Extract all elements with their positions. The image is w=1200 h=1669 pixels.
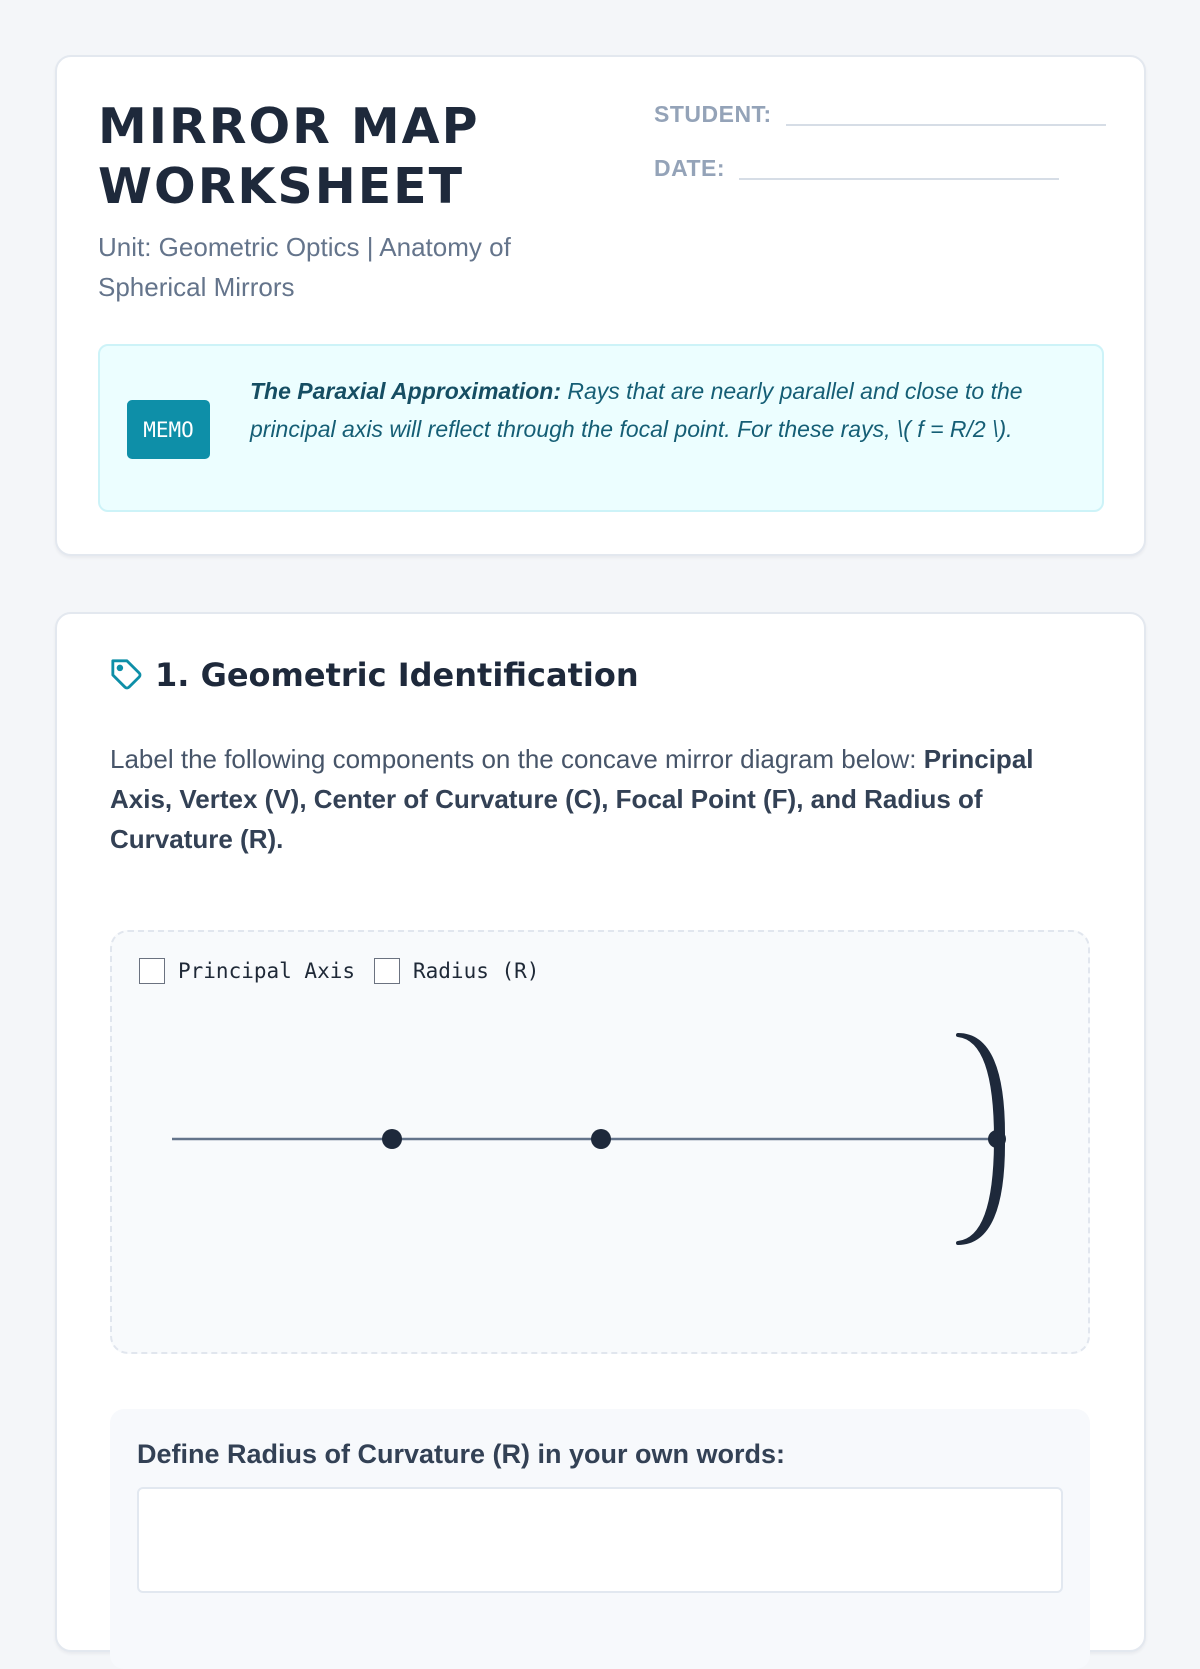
mirror-diagram: [110, 930, 1090, 1354]
instructions-intro: Label the following components on the concave mirror diagram below:: [110, 744, 917, 774]
student-line[interactable]: [786, 124, 1106, 126]
memo-heading: The Paraxial Approximation:: [250, 378, 561, 404]
instructions: [110, 739, 1070, 859]
memo-badge: MEMO: [127, 400, 210, 459]
tag-icon: [110, 658, 144, 692]
radius-toggle-label: Radius (R): [413, 959, 540, 983]
center-of-curvature-point[interactable]: [382, 1129, 402, 1149]
principal-axis-toggle-label: Principal Axis: [178, 959, 356, 983]
page-title: MIRROR MAP WORKSHEET: [98, 98, 480, 215]
student-label: STUDENT:: [654, 101, 772, 127]
section-title: 1. Geometric Identification: [155, 656, 639, 694]
memo-body: Rays that are nearly parallel and close to the principal axis will reflect through the focal point. For these rays, \( f = R/2 \).: [250, 378, 1023, 442]
date-label: DATE:: [654, 155, 726, 181]
instructions-components: Principal Axis, Vertex (V), Center of Curvature (C), Focal Point (F), and Radius of Curvature (R).: [110, 744, 1034, 854]
definition-label: Define Radius of Curvature (R) in your own words:: [137, 1439, 786, 1469]
mirror-diagram-canvas: [112, 932, 1088, 1352]
section-heading: [110, 656, 639, 694]
date-line[interactable]: [739, 178, 1059, 180]
worksheet-header-card: [55, 55, 1146, 556]
definition-input[interactable]: [137, 1487, 1063, 1593]
unit-subtitle: Unit: Geometric Optics | Anatomy of Spherical Mirrors: [98, 232, 511, 302]
definition-box: [110, 1409, 1090, 1669]
memo-callout: [98, 344, 1104, 512]
memo-text: [250, 372, 1070, 448]
focal-point[interactable]: [591, 1129, 611, 1149]
section-card: [55, 612, 1146, 1652]
student-field: [654, 101, 1106, 128]
date-field: [654, 155, 1059, 182]
